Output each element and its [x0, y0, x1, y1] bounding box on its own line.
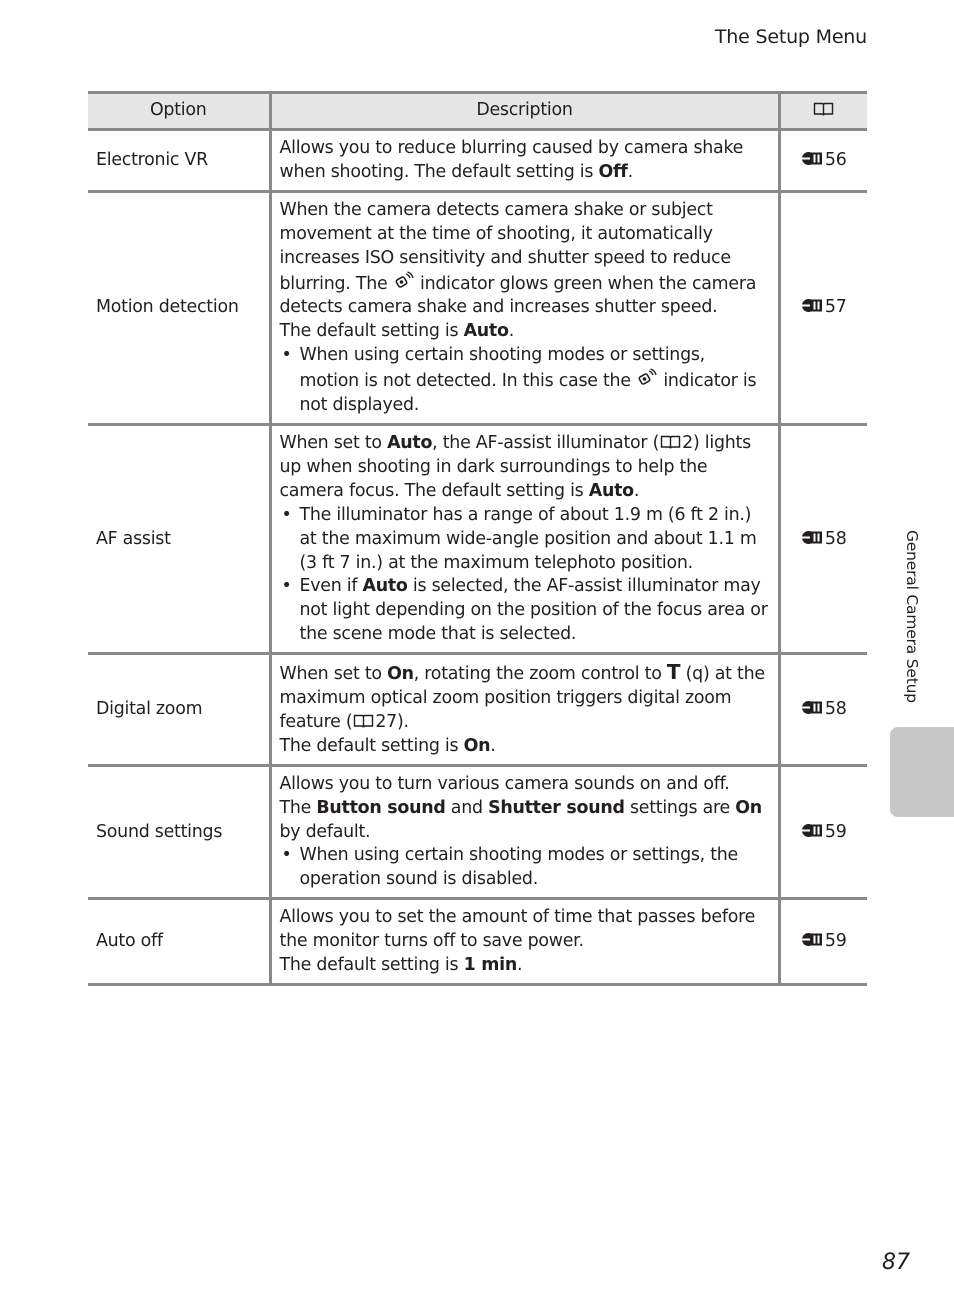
- option-auto-off: Auto off: [96, 931, 163, 952]
- description-paragraph: [280, 137, 770, 185]
- reference-page: 57: [824, 297, 847, 318]
- book-icon: [660, 434, 681, 450]
- description-paragraph: [280, 320, 770, 344]
- option-digital-zoom: Digital zoom: [96, 698, 203, 719]
- book-icon: [813, 101, 834, 117]
- reference-section-icon: [801, 530, 824, 545]
- description-text: and: [445, 797, 489, 818]
- column-header-option: Option: [88, 93, 270, 130]
- table-row: [88, 899, 867, 985]
- description-cell: [270, 130, 779, 192]
- table-row: [88, 130, 867, 192]
- reference-section-icon: [801, 932, 824, 947]
- description-text: indicator glows green when the camera detects camera shake and increases shutter speed.: [279, 273, 757, 318]
- description-cell: [270, 191, 779, 424]
- description-text: .: [516, 955, 523, 976]
- description-text: When the camera detects camera shake or subject movement at the time of shooting, it automatically increases ISO sensitivity and shutter speed to reduce blurring. The: [279, 199, 731, 294]
- description-text: When using certain shooting modes or settings, motion is not detected. In this case the: [299, 345, 705, 392]
- setting-name: Shutter sound: [488, 797, 625, 818]
- telephoto-symbol: T: [666, 660, 681, 685]
- notes-list: [280, 504, 770, 647]
- description-text: (: [680, 664, 693, 685]
- bullet: •: [281, 345, 292, 366]
- description-text: , the AF-assist illuminator (: [432, 432, 660, 453]
- reference-page: 59: [824, 821, 847, 842]
- description-text: ).: [397, 711, 409, 732]
- setting-value: On: [387, 664, 414, 685]
- description-text: is selected, the AF-assist illuminator may not light depending on the position of the focus area or the scene mode that is selected.: [299, 576, 768, 645]
- description-text: indicator is not displayed.: [299, 371, 757, 416]
- table-row: [88, 191, 867, 424]
- default-value: 1 min: [463, 955, 517, 976]
- list-item: [280, 344, 770, 418]
- description-paragraph: [280, 199, 770, 321]
- reference-section-icon: [801, 298, 824, 313]
- description-cell: [270, 765, 779, 899]
- default-value: On: [735, 797, 762, 818]
- table-row: [88, 654, 867, 766]
- description-text: Even if: [299, 576, 363, 597]
- option-motion-detection: Motion detection: [96, 297, 239, 318]
- setting-value: Auto: [362, 576, 408, 597]
- description-cell: [270, 899, 779, 985]
- description-text: .: [627, 161, 633, 182]
- page-reference: 27: [375, 711, 397, 732]
- reference-section-icon: [801, 700, 824, 715]
- reference-page: 56: [824, 149, 847, 170]
- option-sound-settings: Sound settings: [96, 821, 223, 842]
- running-header-title: The Setup Menu: [714, 26, 867, 48]
- page-reference: 2: [682, 432, 693, 453]
- description-paragraph: Allows you to set the amount of time that passes before the monitor turns off to save power.: [279, 907, 756, 952]
- option-electronic-vr: Electronic VR: [96, 149, 208, 170]
- description-paragraph: [280, 797, 770, 845]
- description-paragraph: [280, 954, 770, 978]
- description-paragraph: [280, 432, 770, 504]
- reference-section-icon: [801, 823, 824, 838]
- reference-page: 58: [824, 698, 847, 719]
- bullet: •: [281, 845, 292, 866]
- setup-menu-table: [88, 91, 867, 986]
- description-text: .: [633, 480, 640, 501]
- reference-cell: [779, 191, 867, 424]
- description-text: ) at the maximum optical zoom position triggers digital zoom feature (: [279, 664, 765, 732]
- description-text: The default setting is: [279, 955, 464, 976]
- description-text: .: [508, 321, 514, 342]
- notes-list: [280, 344, 770, 418]
- default-value: Off: [598, 161, 628, 182]
- description-text: The illuminator has a range of about 1.9 m (6 ft 2 in.) at the maximum wide-angle position and about 1.1 m (3 ft 7 in.) at the maximum telephoto position.: [299, 504, 757, 573]
- list-item: [280, 575, 770, 647]
- setting-value: Auto: [387, 432, 433, 453]
- motion-detection-icon: [393, 271, 415, 291]
- reference-page: 58: [824, 528, 847, 549]
- description-text: .: [490, 735, 496, 756]
- description-cell: [270, 424, 779, 653]
- magnify-icon: q: [692, 664, 703, 685]
- table-row: [88, 765, 867, 899]
- description-text: The: [279, 797, 317, 818]
- default-value: On: [463, 735, 491, 756]
- description-paragraph: [280, 661, 770, 735]
- reference-page: 59: [824, 931, 847, 952]
- description-text: settings are: [624, 797, 736, 818]
- default-value: Auto: [588, 480, 634, 501]
- reference-cell: [779, 899, 867, 985]
- table-row: [88, 424, 867, 653]
- description-text: by default.: [279, 821, 371, 842]
- column-header-description: Description: [270, 93, 779, 130]
- bullet: •: [281, 576, 292, 597]
- description-text: Allows you to reduce blurring caused by camera shake when shooting. The default setting is: [279, 138, 744, 182]
- book-icon: [353, 713, 374, 729]
- description-cell: [270, 654, 779, 766]
- description-paragraph: Allows you to turn various camera sounds on and off.: [279, 773, 730, 794]
- option-af-assist: AF assist: [96, 528, 171, 549]
- chapter-thumb-tab: [890, 727, 954, 817]
- reference-cell: [779, 424, 867, 653]
- table-header-row: [88, 93, 867, 130]
- page-number: 87: [882, 1250, 910, 1275]
- reference-section-icon: [801, 151, 824, 166]
- description-text: , rotating the zoom control to: [413, 664, 667, 685]
- description-text: The default setting is: [279, 321, 464, 342]
- description-text: ) lights up when shooting in dark surroundings to help the camera focus. The default setting is: [279, 432, 751, 501]
- description-text: When using certain shooting modes or settings, the operation sound is disabled.: [299, 845, 739, 890]
- chapter-side-label: General Camera Setup: [903, 530, 921, 703]
- reference-cell: [779, 654, 867, 766]
- list-item: [280, 844, 770, 892]
- motion-detection-icon: [636, 368, 658, 388]
- description-text: When set to: [279, 432, 388, 453]
- column-header-reference: [779, 93, 867, 130]
- reference-cell: [779, 765, 867, 899]
- description-text: When set to: [279, 664, 388, 685]
- reference-cell: [779, 130, 867, 192]
- list-item: [280, 504, 770, 576]
- setting-name: Button sound: [316, 797, 446, 818]
- default-value: Auto: [463, 321, 509, 342]
- bullet: •: [281, 504, 292, 525]
- description-text: The default setting is: [279, 735, 464, 756]
- notes-list: [280, 844, 770, 892]
- description-paragraph: [280, 735, 770, 759]
